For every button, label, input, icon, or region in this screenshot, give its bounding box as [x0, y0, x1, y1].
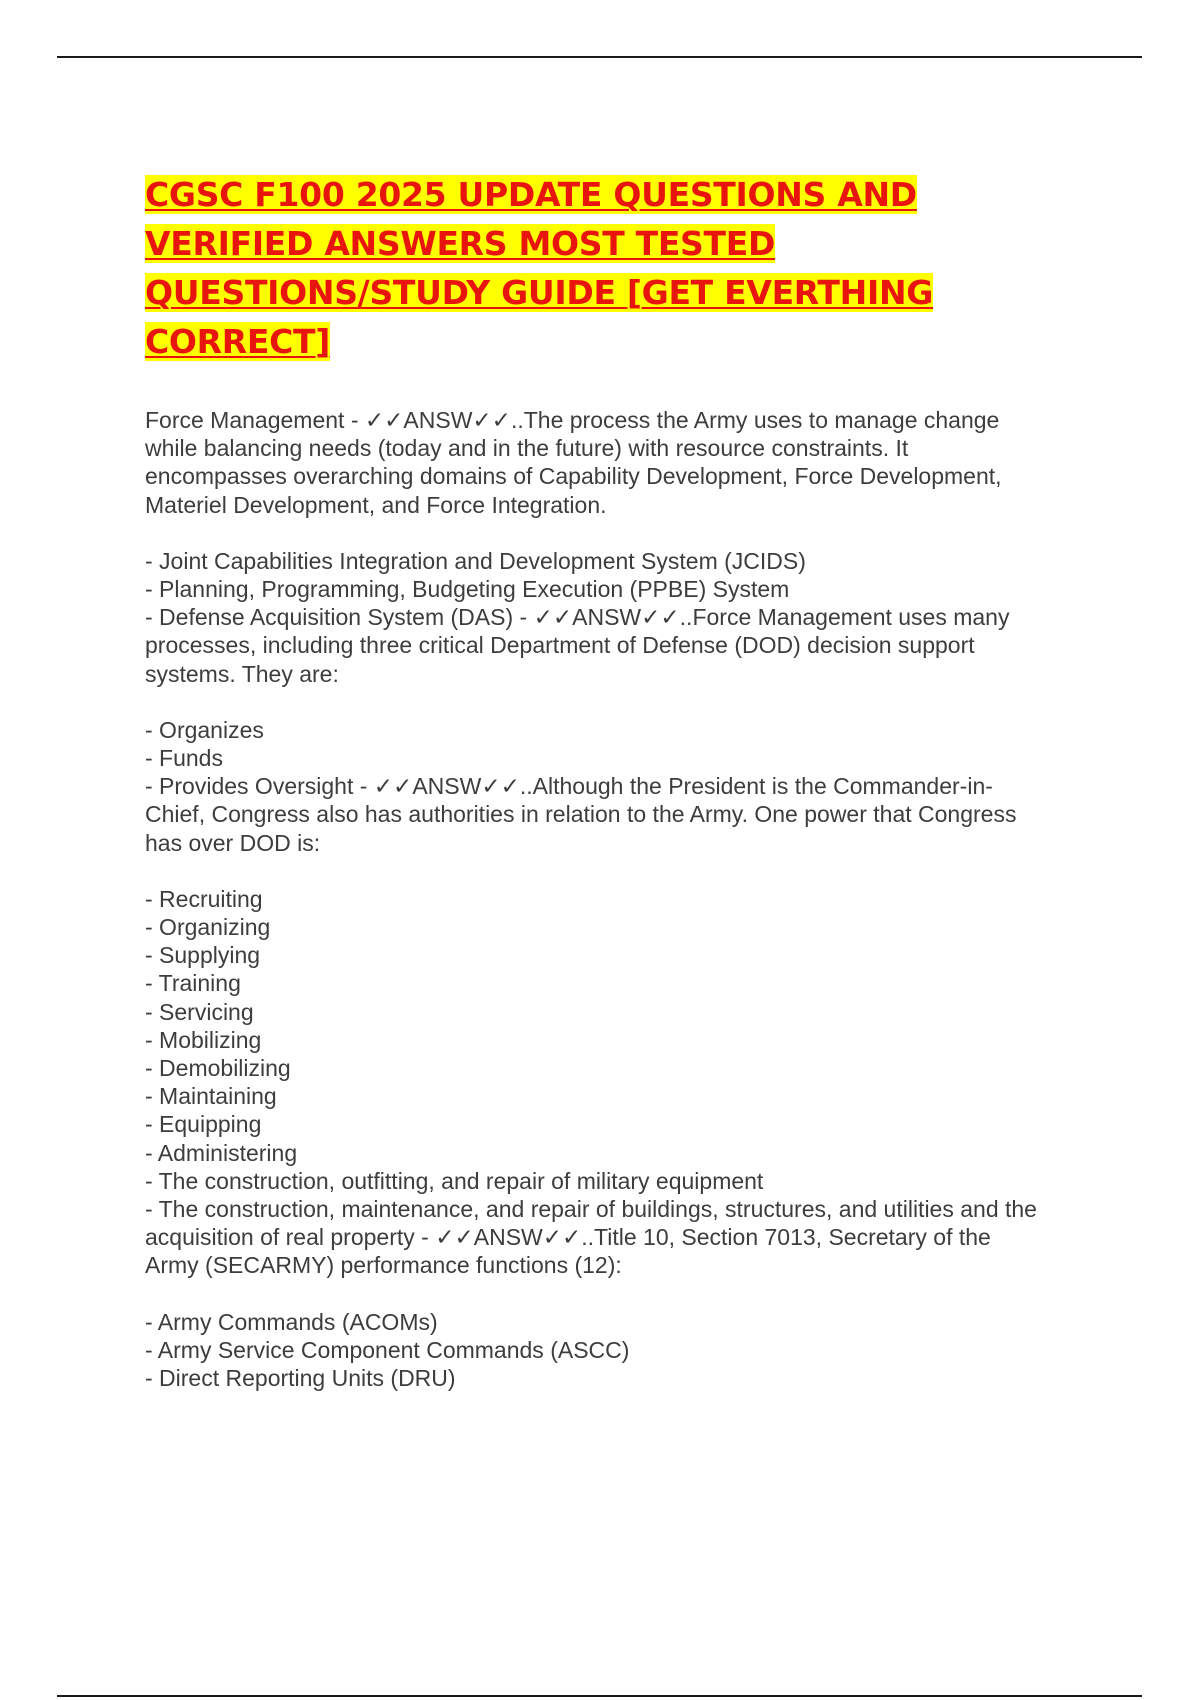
text-line: - Supplying [145, 942, 261, 969]
text-block [145, 885, 1095, 1280]
document-title-text: CGSC F100 2025 UPDATE QUESTIONS AND VERIFIED ANSWERS MOST TESTED QUESTIONS/STUDY GUIDE [GET EVERTHING CORRECT] [145, 175, 934, 361]
text-line: - Servicing [145, 998, 254, 1025]
text-line: systems. They are: [145, 660, 339, 687]
text-line: - Direct Reporting Units (DRU) [145, 1365, 456, 1392]
text-line: - Administering [145, 1139, 298, 1166]
text-line: - Equipping [145, 1111, 262, 1138]
text-line: - Organizes [145, 716, 264, 743]
text-line: while balancing needs (today and in the future) with resource constraints. It [145, 435, 909, 462]
text-line: - Mobilizing [145, 1026, 262, 1053]
text-line: Materiel Development, and Force Integration. [145, 491, 607, 518]
text-line: - Demobilizing [145, 1055, 291, 1082]
text-line: encompasses overarching domains of Capability Development, Force Development, [145, 463, 1002, 490]
text-line: processes, including three critical Department of Defense (DOD) decision support [145, 632, 975, 659]
paragraph-spacer [145, 857, 1095, 885]
text-line: - The construction, maintenance, and repair of buildings, structures, and utilities and the [145, 1196, 1037, 1223]
paragraph-spacer [145, 688, 1095, 716]
paragraph-spacer [145, 519, 1095, 547]
text-block [145, 1308, 1095, 1393]
text-line: - Training [145, 970, 241, 997]
text-line: - Army Service Component Commands (ASCC) [145, 1336, 630, 1363]
text-line: - Funds [145, 745, 223, 772]
text-line: - Defense Acquisition System (DAS) - ✓✓ANSW✓✓..Force Management uses many [145, 604, 1010, 631]
text-line: - The construction, outfitting, and repair of military equipment [145, 1167, 764, 1194]
document-body [145, 406, 1095, 1392]
text-line: Army (SECARMY) performance functions (12): [145, 1252, 622, 1279]
document-title [145, 170, 1075, 366]
text-line: Force Management - ✓✓ANSW✓✓..The process the Army uses to manage change [145, 407, 1000, 433]
text-line: - Planning, Programming, Budgeting Execution (PPBE) System [145, 576, 790, 603]
text-line: - Joint Capabilities Integration and Development System (JCIDS) [145, 547, 806, 574]
text-line: acquisition of real property - ✓✓ANSW✓✓..Title 10, Section 7013, Secretary of the [145, 1224, 991, 1251]
paragraph-spacer [145, 1280, 1095, 1308]
text-block [145, 547, 1095, 688]
text-line: - Organizing [145, 914, 271, 941]
text-line: - Provides Oversight - ✓✓ANSW✓✓..Although the President is the Commander-in- [145, 773, 993, 800]
text-line: - Maintaining [145, 1083, 277, 1110]
text-line: - Army Commands (ACOMs) [145, 1308, 438, 1335]
text-line: has over DOD is: [145, 829, 321, 856]
text-line: - Recruiting [145, 885, 263, 912]
page-header-rule [57, 56, 1142, 58]
text-block [145, 716, 1095, 857]
text-line: Chief, Congress also has authorities in relation to the Army. One power that Congress [145, 801, 1017, 828]
page-footer-rule [57, 1695, 1142, 1697]
text-block [145, 406, 1095, 519]
